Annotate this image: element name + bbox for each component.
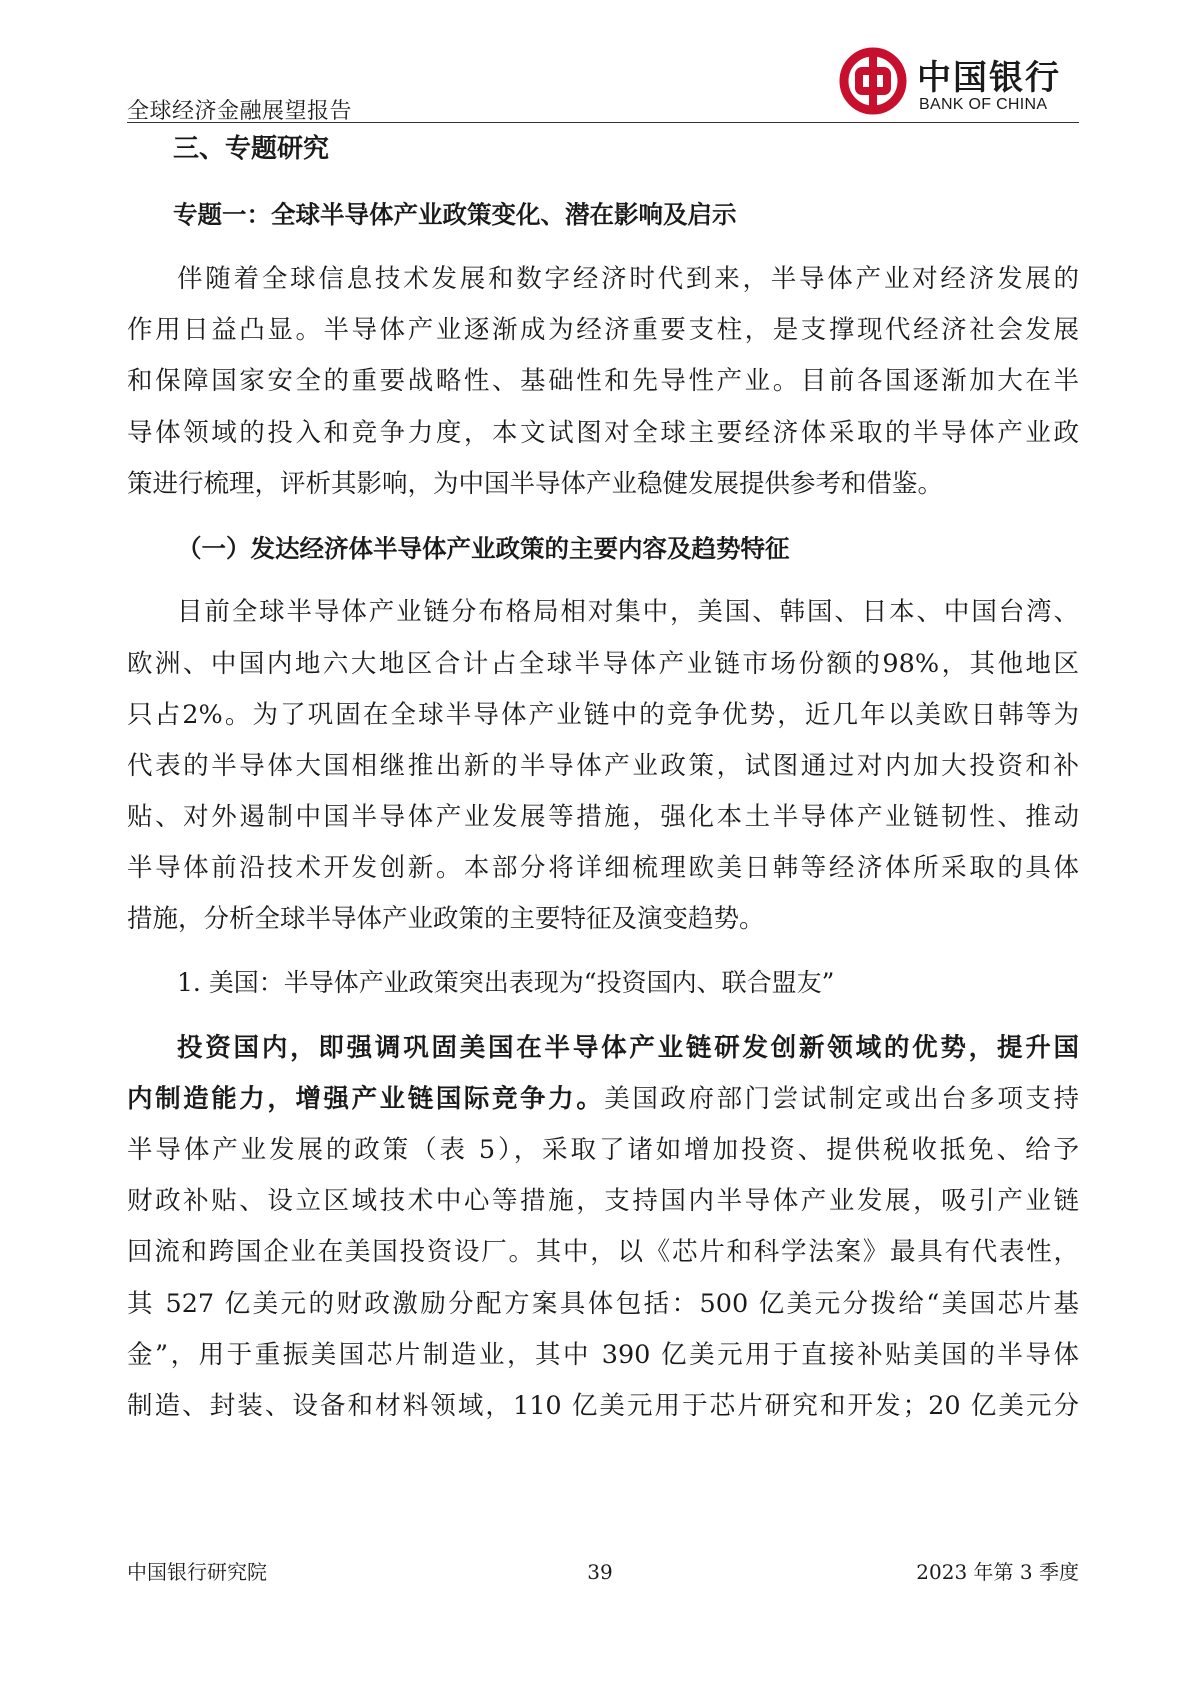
topic-heading: 专题一：全球半导体产业政策变化、潜在影响及启示 bbox=[173, 200, 737, 229]
paragraph-line: 财政补贴、设立区域技术中心等措施，支持国内半导体产业发展，吸引产业链 bbox=[127, 1186, 1079, 1216]
bank-logo bbox=[838, 46, 1083, 122]
paragraph-line: 金”，用于重振美国芯片制造业，其中 390 亿美元用于直接补贴美国的半导体 bbox=[127, 1340, 1079, 1370]
paragraph-line: 半导体前沿技术开发创新。本部分将详细梳理欧美日韩等经济体所采取的具体 bbox=[127, 853, 1079, 883]
paragraph-line: 贴、对外遏制中国半导体产业发展等措施，强化本土半导体产业链韧性、推动 bbox=[127, 802, 1079, 832]
paragraph-line: 回流和跨国企业在美国投资设厂。其中，以《芯片和科学法案》最具有代表性， bbox=[127, 1237, 1079, 1267]
bank-name-cn: 中国银行 bbox=[917, 58, 1061, 98]
header-divider bbox=[127, 122, 1079, 123]
section-heading: 三、专题研究 bbox=[173, 134, 330, 164]
page-number: 39 bbox=[587, 1560, 613, 1584]
page-header bbox=[0, 0, 1191, 125]
paragraph-line: 措施，分析全球半导体产业政策的主要特征及演变趋势。 bbox=[127, 904, 765, 934]
paragraph-line: 其 527 亿美元的财政激励分配方案具体包括：500 亿美元分拨给“美国芯片基 bbox=[127, 1289, 1079, 1319]
paragraph-text: 美国政府部门尝试制定或出台多项支持 bbox=[604, 1084, 1079, 1114]
paragraph-line-bold: 投资国内，即强调巩固美国在半导体产业链研发创新领域的优势，提升国 bbox=[177, 1033, 1079, 1063]
paragraph-line: 伴随着全球信息技术发展和数字经济时代到来，半导体产业对经济发展的 bbox=[177, 264, 1079, 294]
footer-period: 2023 年第 3 季度 bbox=[916, 1560, 1079, 1584]
bank-name-en: BANK OF CHINA bbox=[919, 96, 1048, 113]
paragraph-line: 欧洲、中国内地六大地区合计占全球半导体产业链市场份额的98%，其他地区 bbox=[127, 649, 1079, 679]
paragraph-line: 策进行梳理，评析其影响，为中国半导体产业稳健发展提供参考和借鉴。 bbox=[127, 469, 944, 499]
subheading-developed-economies: （一）发达经济体半导体产业政策的主要内容及趋势特征 bbox=[177, 534, 790, 563]
subheading-united-states: 1. 美国：半导体产业政策突出表现为“投资国内、联合盟友” bbox=[177, 968, 835, 997]
paragraph-line: 和保障国家安全的重要战略性、基础性和先导性产业。目前各国逐渐加大在半 bbox=[127, 366, 1079, 396]
paragraph-line: 只占2%。为了巩固在全球半导体产业链中的竞争优势，近几年以美欧日韩等为 bbox=[127, 700, 1079, 730]
paragraph-line: 作用日益凸显。半导体产业逐渐成为经济重要支柱，是支撑现代经济社会发展 bbox=[127, 315, 1079, 345]
paragraph-line: 制造、封装、设备和材料领域，110 亿美元用于芯片研究和开发；20 亿美元分 bbox=[127, 1391, 1079, 1421]
footer-organization: 中国银行研究院 bbox=[127, 1560, 267, 1584]
paragraph-line: 代表的半导体大国相继推出新的半导体产业政策，试图通过对内加大投资和补 bbox=[127, 751, 1079, 781]
bank-of-china-emblem-icon bbox=[838, 46, 908, 116]
paragraph-line: 导体领域的投入和竞争力度，本文试图对全球主要经济体采取的半导体产业政 bbox=[127, 418, 1079, 448]
paragraph-line: 目前全球半导体产业链分布格局相对集中，美国、韩国、日本、中国台湾、 bbox=[177, 597, 1079, 627]
paragraph-line: 半导体产业发展的政策（表 5），采取了诸如增加投资、提供税收抵免、给予 bbox=[127, 1135, 1079, 1165]
paragraph-line bbox=[127, 1084, 1079, 1114]
bold-lead: 内制造能力，增强产业链国际竞争力。 bbox=[127, 1084, 605, 1114]
report-title: 全球经济金融展望报告 bbox=[127, 99, 353, 124]
